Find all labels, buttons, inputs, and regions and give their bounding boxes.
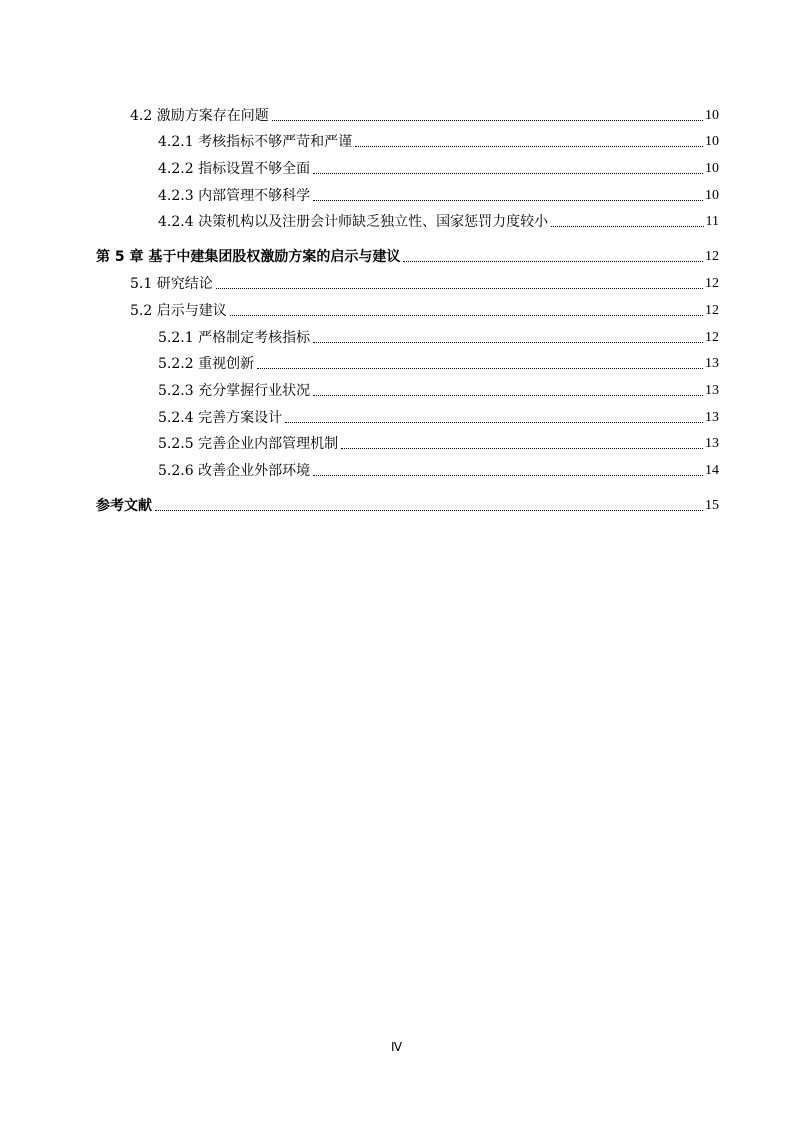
toc-entry-title: 参考文献 bbox=[96, 497, 152, 514]
toc-entry-title: 4.2.4 决策机构以及注册会计师缺乏独立性、国家惩罚力度较小 bbox=[158, 214, 549, 231]
toc-entry-title: 5.2.5 完善企业内部管理机制 bbox=[158, 436, 339, 453]
toc-entry-page: 13 bbox=[705, 356, 719, 372]
toc-chapter-entry[interactable] bbox=[96, 231, 719, 266]
dot-leader bbox=[403, 261, 703, 262]
toc-entry-title: 第 5 章 基于中建集团股权激励方案的启示与建议 bbox=[96, 249, 401, 266]
toc-entry-page: 14 bbox=[705, 462, 719, 478]
dot-leader bbox=[272, 120, 703, 121]
toc-entry-title: 4.2 激励方案存在问题 bbox=[130, 107, 269, 124]
dot-leader bbox=[313, 475, 703, 476]
dot-leader bbox=[230, 315, 703, 316]
dot-leader bbox=[341, 448, 703, 449]
toc-entry-title: 5.2 启示与建议 bbox=[130, 302, 227, 319]
dot-leader bbox=[313, 200, 703, 201]
toc-entry[interactable] bbox=[96, 427, 719, 454]
toc-entry-page: 13 bbox=[705, 436, 719, 452]
toc-entry-title: 5.2.1 严格制定考核指标 bbox=[158, 329, 311, 346]
toc-entry[interactable] bbox=[96, 205, 719, 232]
toc-entry[interactable] bbox=[96, 373, 719, 400]
dot-leader bbox=[155, 510, 703, 511]
dot-leader bbox=[313, 342, 703, 343]
toc-entry[interactable] bbox=[96, 293, 719, 320]
toc-entry-page: 12 bbox=[705, 329, 719, 345]
toc-entry[interactable] bbox=[96, 400, 719, 427]
dot-leader bbox=[216, 288, 703, 289]
dot-leader bbox=[355, 146, 703, 147]
toc-entry-page: 10 bbox=[705, 187, 719, 203]
toc-entry[interactable] bbox=[96, 125, 719, 152]
toc-entry[interactable] bbox=[96, 453, 719, 480]
toc-entry[interactable] bbox=[96, 151, 719, 178]
toc-entry-title: 5.2.4 完善方案设计 bbox=[158, 409, 283, 426]
toc-entry-title: 4.2.2 指标设置不够全面 bbox=[158, 161, 311, 178]
toc-entry-page: 15 bbox=[705, 497, 719, 513]
toc-entry[interactable] bbox=[96, 178, 719, 205]
dot-leader bbox=[285, 422, 703, 423]
toc-entry[interactable] bbox=[96, 320, 719, 347]
toc-entry-page: 13 bbox=[705, 382, 719, 398]
toc-entry-title: 4.2.3 内部管理不够科学 bbox=[158, 187, 311, 204]
dot-leader bbox=[313, 173, 703, 174]
toc-entry-title: 5.2.2 重视创新 bbox=[158, 356, 255, 373]
dot-leader bbox=[313, 395, 703, 396]
toc-entry-page: 10 bbox=[705, 134, 719, 150]
toc-entry-page: 10 bbox=[705, 161, 719, 177]
toc-entry-page: 12 bbox=[705, 249, 719, 265]
toc-entry-title: 4.2.1 考核指标不够严苛和严谨 bbox=[158, 134, 353, 151]
toc-entry-page: 11 bbox=[705, 214, 719, 230]
toc-entry[interactable] bbox=[96, 98, 719, 125]
toc-entry-page: 12 bbox=[705, 276, 719, 292]
dot-leader bbox=[257, 368, 703, 369]
toc-entry-title: 5.2.6 改善企业外部环境 bbox=[158, 462, 311, 479]
page-number: Ⅳ bbox=[390, 1040, 403, 1054]
toc-entry-page: 13 bbox=[705, 409, 719, 425]
toc-entry-page: 10 bbox=[705, 107, 719, 123]
dot-leader bbox=[551, 226, 703, 227]
toc-entry[interactable] bbox=[96, 266, 719, 293]
toc-entry-title: 5.1 研究结论 bbox=[130, 276, 213, 293]
toc-chapter-entry[interactable] bbox=[96, 480, 719, 515]
toc-entry-page: 12 bbox=[705, 302, 719, 318]
toc-entry[interactable] bbox=[96, 347, 719, 374]
table-of-contents bbox=[96, 98, 719, 515]
toc-entry-title: 5.2.3 充分掌握行业状况 bbox=[158, 382, 311, 399]
